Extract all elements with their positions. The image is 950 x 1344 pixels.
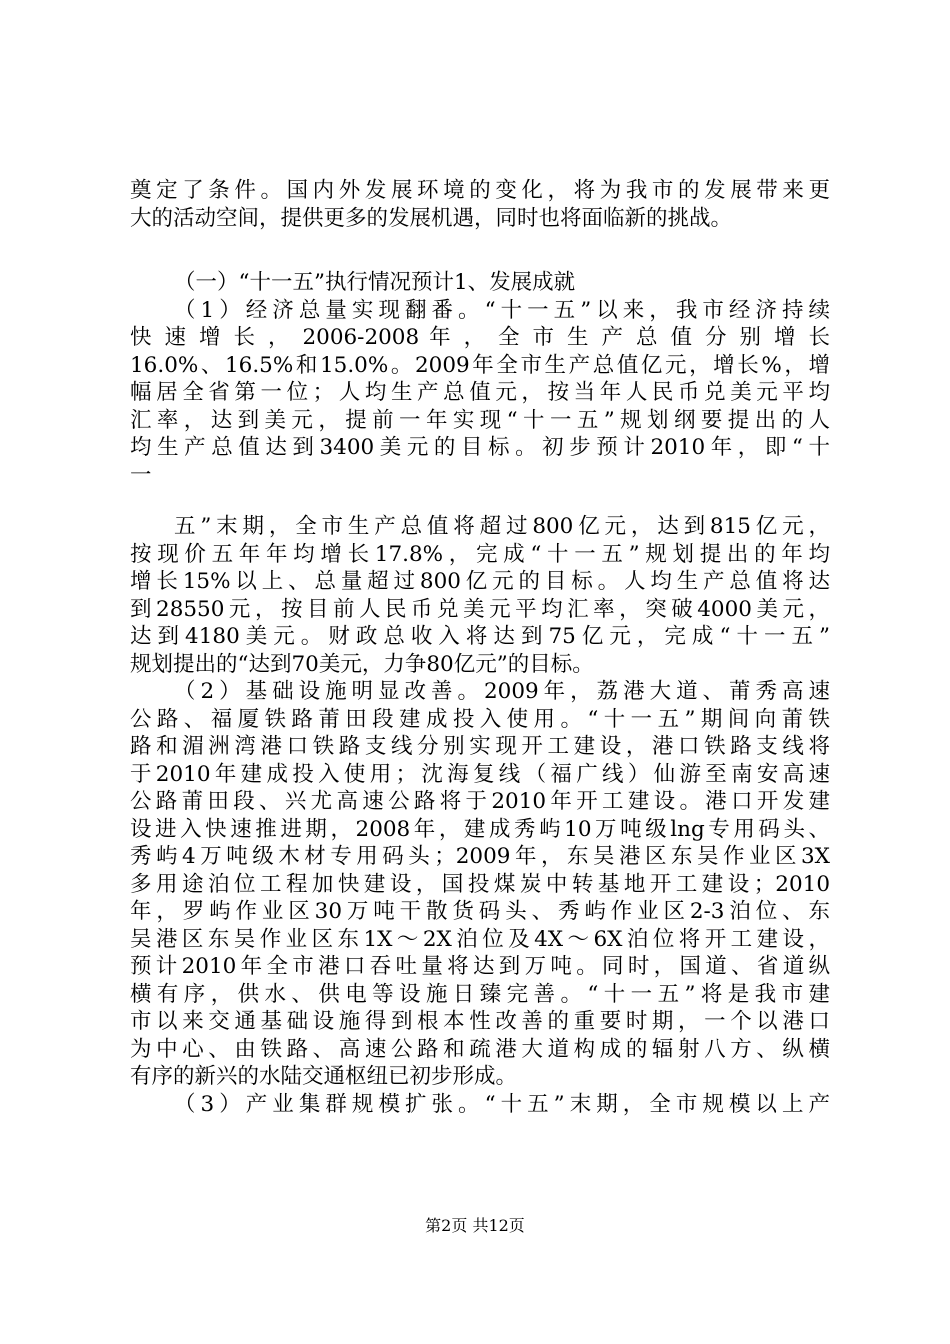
text-line: 按现价五年年均增长17.8%，完成“十一五”规划提出的年均 (130, 541, 830, 567)
text-line: 设进入快速推进期，2008年，建成秀屿10万吨级lng专用码头、 (130, 816, 830, 842)
text-line: 16.0%、16.5%和15.0%。2009年全市生产总值亿元，增长%，增 (130, 352, 830, 378)
text-line: 规划提出的“达到70美元，力争80亿元”的目标。 (130, 651, 594, 677)
section-heading: （一）“十一五”执行情况预计1、发展成就 (174, 270, 576, 295)
text-line: 横有序，供水、供电等设施日臻完善。“十一五”将是我市建 (130, 981, 830, 1007)
text-line: 于2010年建成投入使用；沈海复线（福广线）仙游至南安高速 (130, 761, 830, 787)
text-line: 五”末期，全市生产总值将超过800亿元，达到815亿元， (174, 514, 830, 539)
text-line: 一 (130, 462, 152, 488)
text-line: （3）产业集群规模扩张。“十五”末期，全市规模以上产 (174, 1091, 830, 1117)
text-line: 均生产总值达到3400美元的目标。初步预计2010年，即“十 (130, 435, 830, 460)
text-line: 多用途泊位工程加快建设，国投煤炭中转基地开工建设；2010 (130, 871, 830, 897)
text-line: 公路、福厦铁路莆田段建成投入使用。“十一五”期间向莆铁 (130, 706, 830, 732)
text-line: 为中心、由铁路、高速公路和疏港大道构成的辐射八方、纵横 (130, 1036, 830, 1062)
text-line: 幅居全省第一位；人均生产总值元，按当年人民币兑美元平均 (130, 380, 830, 405)
text-line: 路和湄洲湾港口铁路支线分别实现开工建设，港口铁路支线将 (130, 734, 830, 759)
text-line: 预计2010年全市港口吞吐量将达到万吨。同时，国道、省道纵 (130, 954, 830, 979)
text-line: 达到4180美元。财政总收入将达到75亿元，完成“十一五” (130, 624, 830, 649)
text-line: 秀屿4万吨级木材专用码头；2009年，东吴港区东吴作业区3X (130, 844, 830, 869)
text-line: 年，罗屿作业区30万吨干散货码头、秀屿作业区2-3泊位、东 (130, 899, 830, 924)
paragraph-block-3 (130, 513, 830, 1118)
text-line: （2）基础设施明显改善。2009年，荔港大道、莆秀高速 (174, 679, 830, 704)
text-line: 快 速 增 长 ， 2006-2008 年 ， 全 市 生 产 总 值 分 别 增 长 (130, 325, 830, 350)
text-line: 大的活动空间，提供更多的发展机遇，同时也将面临新的挑战。 (130, 205, 733, 231)
text-line: 增长15%以上、总量超过800亿元的目标。人均生产总值将达 (130, 569, 830, 594)
paragraph-block-2 (130, 269, 830, 489)
text-line: 市以来交通基础设施得到根本性改善的重要时期，一个以港口 (130, 1009, 830, 1034)
text-line: 汇率，达到美元，提前一年实现“十一五”规划纲要提出的人 (130, 407, 830, 433)
paragraph-block-1 (130, 177, 830, 232)
page-number-footer: 第2页 共12页 (425, 1216, 525, 1235)
text-line: 公路莆田段、兴尤高速公路将于2010年开工建设。港口开发建 (130, 789, 830, 814)
text-line: 到28550元，按目前人民币兑美元平均汇率，突破4000美元， (130, 596, 830, 622)
text-line: （1）经济总量实现翻番。“十一五”以来，我市经济持续 (174, 297, 830, 323)
text-line: 吴港区东吴作业区东1X～2X泊位及4X～6X泊位将开工建设， (130, 926, 830, 952)
text-line: 奠定了条件。国内外发展环境的变化，将为我市的发展带来更 (130, 178, 830, 203)
text-line: 有序的新兴的水陆交通枢纽已初步形成。 (130, 1064, 518, 1089)
